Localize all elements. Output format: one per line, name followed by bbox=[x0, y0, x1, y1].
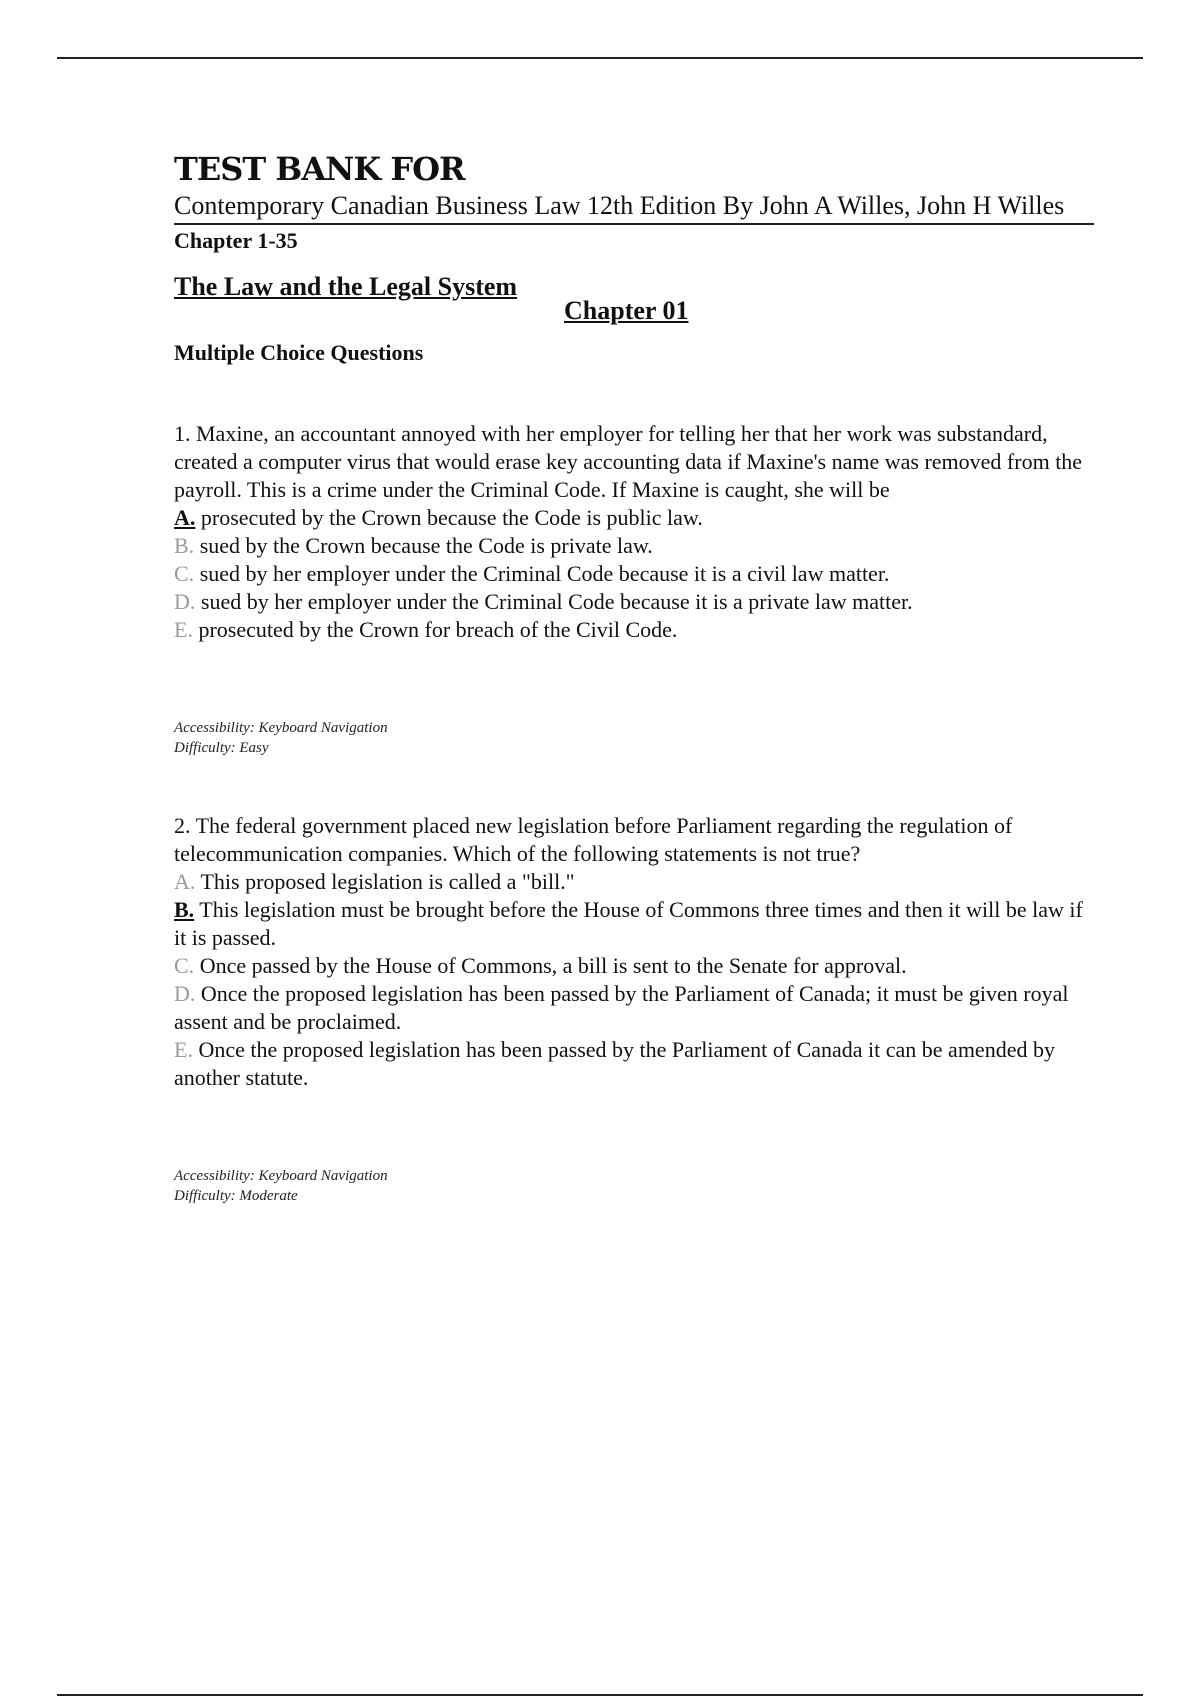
question-stem: 1. Maxine, an accountant annoyed with her employer for telling her that her work was substandard, created a computer virus that would erase key accounting data if Maxine's name was removed from the payroll. This is a crime under the Criminal Code. If Maxine is caught, she will be bbox=[174, 421, 1083, 502]
option-text: This legislation must be brought before the House of Commons three times and then it will be law if it is passed. bbox=[174, 897, 1083, 950]
top-rule bbox=[57, 57, 1143, 59]
option-b bbox=[174, 896, 1094, 952]
chapter-range: Chapter 1-35 bbox=[174, 228, 298, 253]
option-letter: A. bbox=[174, 869, 196, 894]
question-meta bbox=[174, 718, 1094, 758]
option-letter: D. bbox=[174, 981, 196, 1006]
option-text: Once passed by the House of Commons, a bill is sent to the Senate for approval. bbox=[194, 953, 907, 978]
accessibility-note: Accessibility: Keyboard Navigation bbox=[174, 1168, 388, 1184]
difficulty-note: Difficulty: Easy bbox=[174, 740, 269, 756]
difficulty-note: Difficulty: Moderate bbox=[174, 1188, 298, 1204]
book-title: Contemporary Canadian Business Law 12th Edition By John A Willes, John H Willes bbox=[174, 190, 1094, 225]
document-title: TEST BANK FOR bbox=[174, 150, 465, 188]
option-a bbox=[174, 504, 1094, 532]
option-letter: B. bbox=[174, 533, 195, 558]
document-body bbox=[174, 150, 1094, 1206]
option-letter: E. bbox=[174, 617, 193, 642]
option-letter: D. bbox=[174, 589, 196, 614]
question-meta bbox=[174, 1166, 1094, 1206]
option-e bbox=[174, 616, 1094, 644]
option-e bbox=[174, 1036, 1094, 1092]
option-d bbox=[174, 588, 1094, 616]
question-stem: 2. The federal government placed new legislation before Parliament regarding the regulation of telecommunication companies. Which of the following statements is not true? bbox=[174, 813, 1013, 866]
option-text: sued by her employer under the Criminal Code because it is a private law matter. bbox=[195, 589, 913, 614]
option-d bbox=[174, 980, 1094, 1036]
option-letter: E. bbox=[174, 1037, 193, 1062]
question-2 bbox=[174, 812, 1094, 1206]
option-text: sued by the Crown because the Code is private law. bbox=[194, 533, 653, 558]
option-text: sued by her employer under the Criminal Code because it is a civil law matter. bbox=[194, 561, 890, 586]
option-letter: C. bbox=[174, 561, 195, 586]
option-c bbox=[174, 560, 1094, 588]
option-text: Once the proposed legislation has been passed by the Parliament of Canada it can be amended by another statute. bbox=[174, 1037, 1055, 1090]
option-text: prosecuted by the Crown because the Code is public law. bbox=[195, 505, 703, 530]
chapter-title: The Law and the Legal System bbox=[174, 272, 518, 301]
option-letter: B. bbox=[174, 897, 195, 922]
option-c bbox=[174, 952, 1094, 980]
section-heading: Multiple Choice Questions bbox=[174, 340, 424, 365]
question-1 bbox=[174, 420, 1094, 758]
option-letter: C. bbox=[174, 953, 195, 978]
option-text: prosecuted by the Crown for breach of the Civil Code. bbox=[192, 617, 678, 642]
option-text: Once the proposed legislation has been passed by the Parliament of Canada; it must be given royal assent and be proclaimed. bbox=[174, 981, 1069, 1034]
option-letter: A. bbox=[174, 505, 196, 530]
chapter-number: Chapter 01 bbox=[564, 296, 689, 325]
option-text: This proposed legislation is called a "bill." bbox=[195, 869, 575, 894]
accessibility-note: Accessibility: Keyboard Navigation bbox=[174, 720, 388, 736]
bottom-rule bbox=[57, 1694, 1143, 1696]
option-b bbox=[174, 532, 1094, 560]
option-a bbox=[174, 868, 1094, 896]
